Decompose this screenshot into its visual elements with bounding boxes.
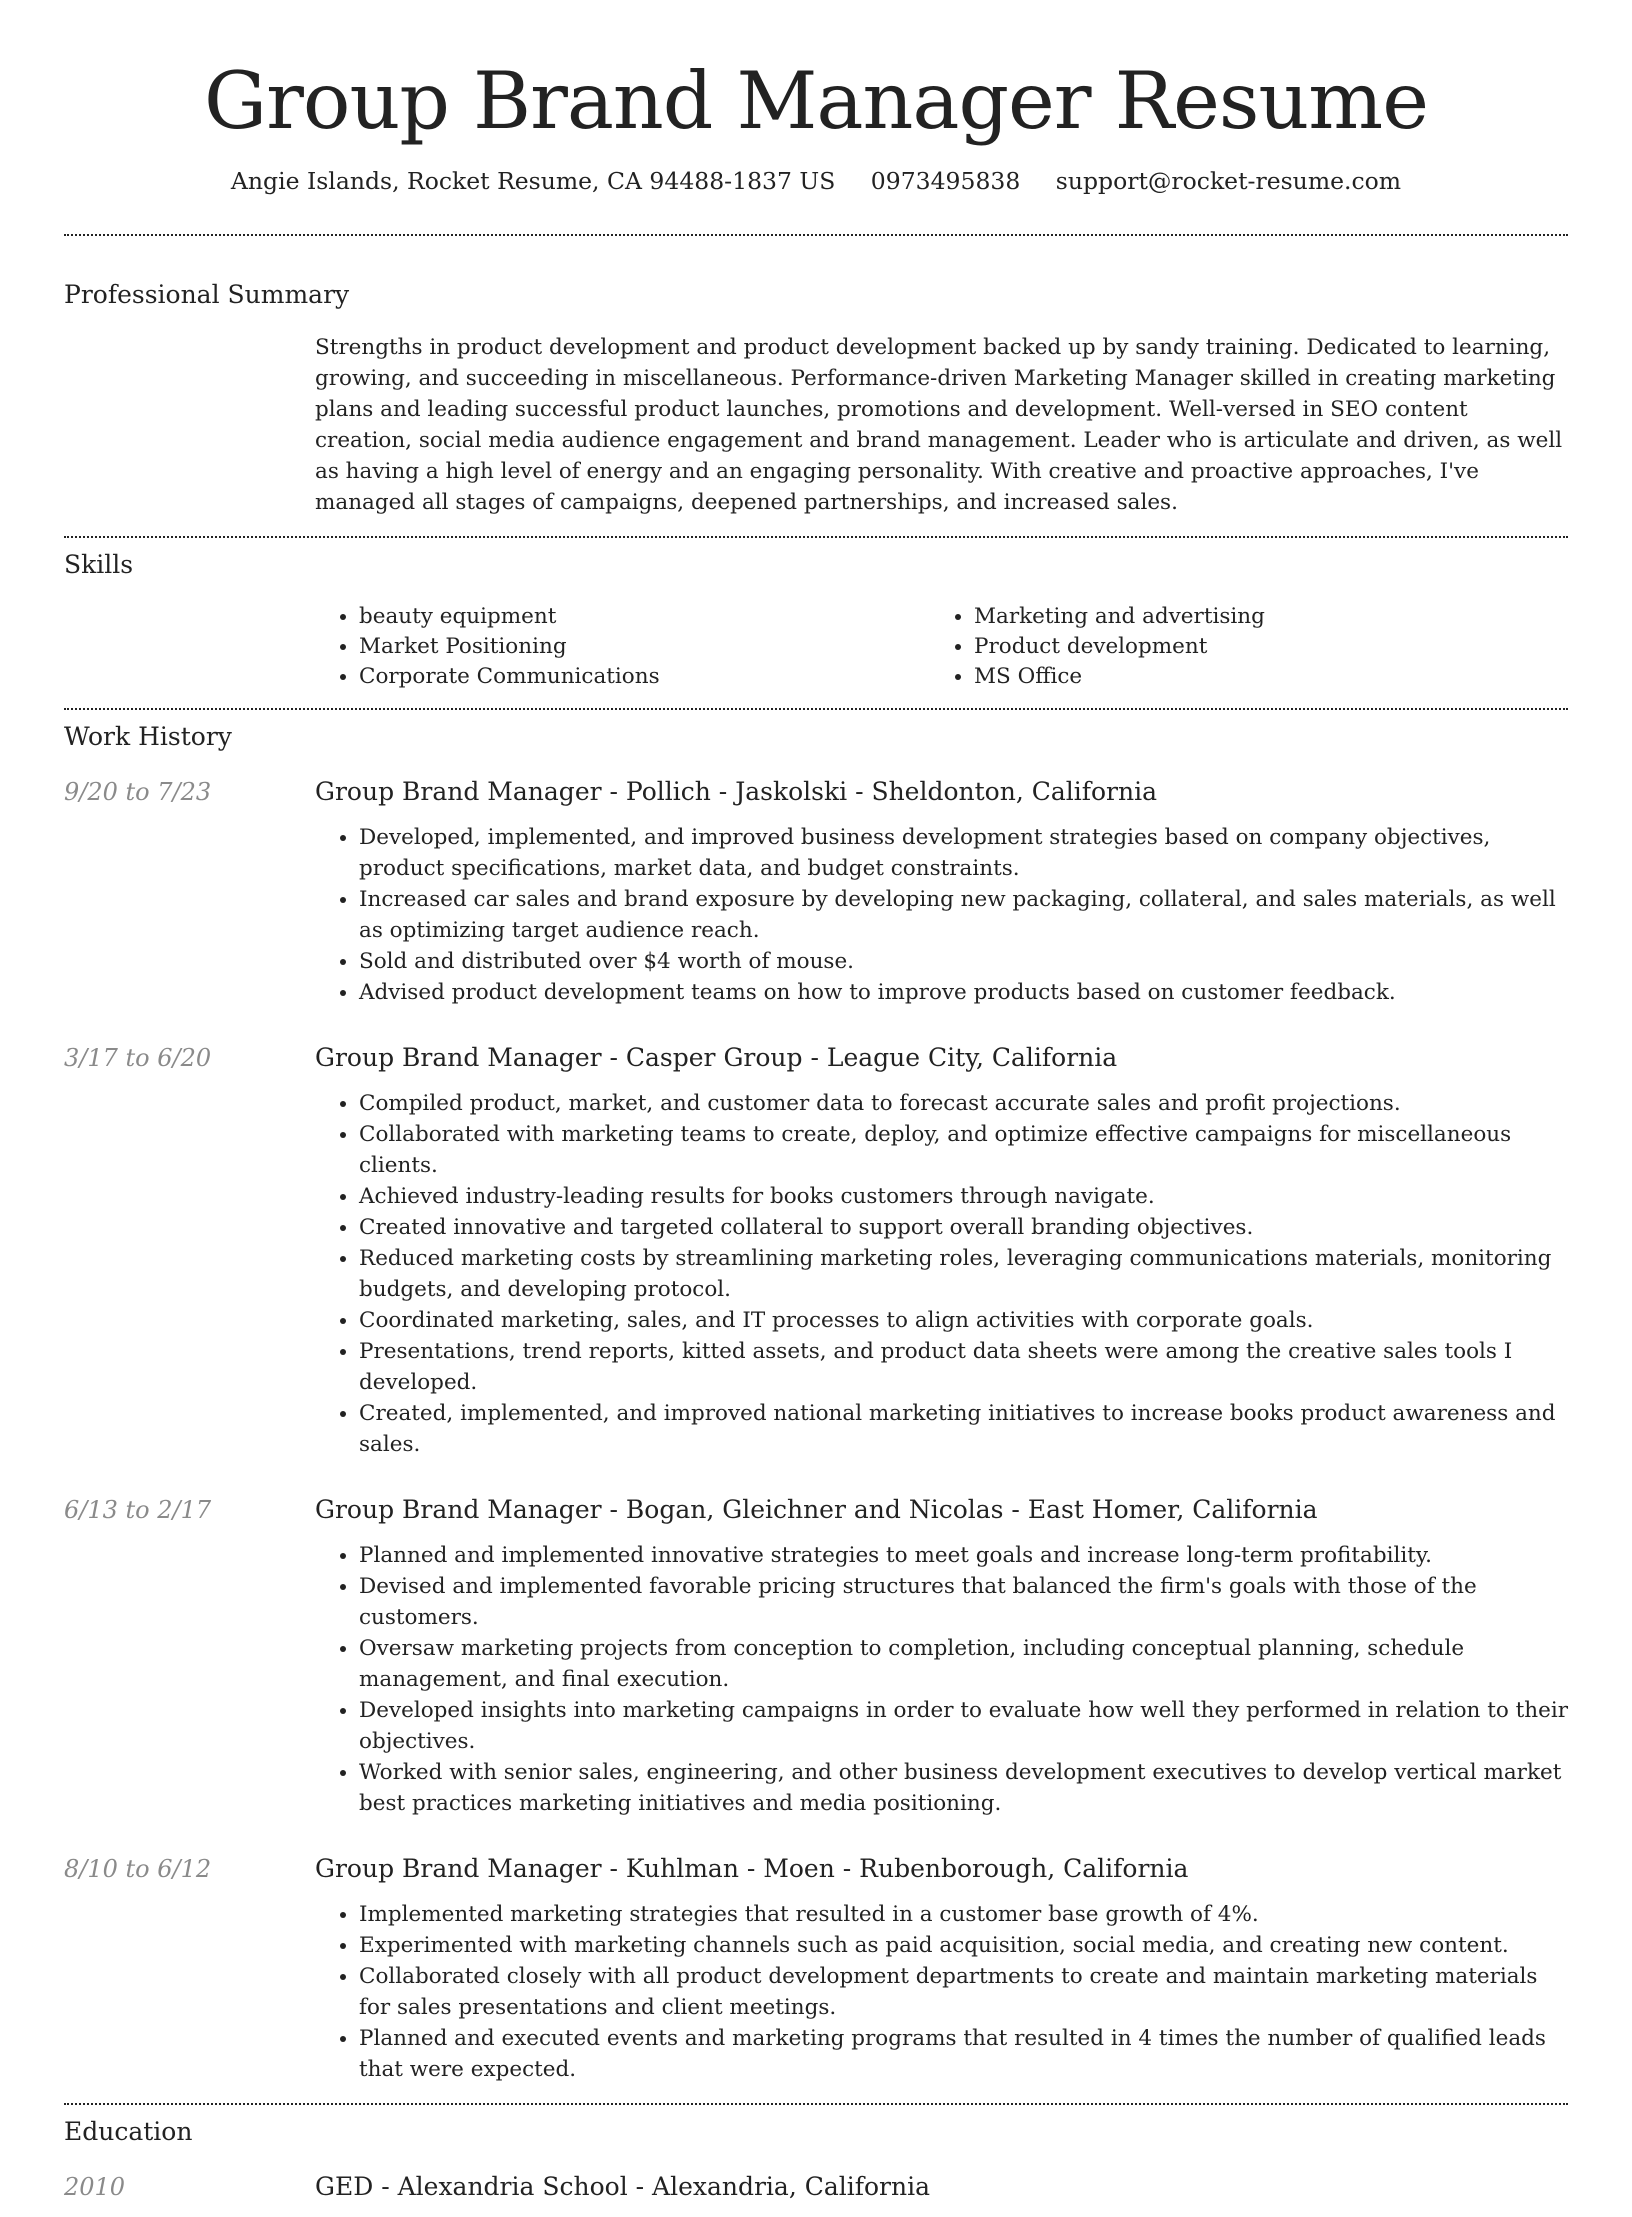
skill-item: • Product development <box>974 632 1545 662</box>
job-bullet: • Collaborated closely with all product development departments to create and maintain marketing materials for sales presentations and client meetings. <box>359 1961 1568 2023</box>
skill-item: • Marketing and advertising <box>974 602 1545 632</box>
job-bullet: • Planned and executed events and marketing programs that resulted in 4 times the number of qualified leads that were expected. <box>359 2023 1568 2085</box>
job-bullets <box>315 822 1568 1008</box>
job-bullets <box>315 1540 1568 1819</box>
education-heading: Education <box>64 2117 193 2146</box>
skill-item: • Corporate Communications <box>359 662 930 692</box>
skills-column-left <box>315 602 930 692</box>
job-bullet: • Implemented marketing strategies that resulted in a customer base growth of 4%. <box>359 1899 1568 1930</box>
job-heading: Group Brand Manager - Casper Group - League City, California <box>315 1043 1118 1072</box>
job-bullet: • Sold and distributed over $4 worth of mouse. <box>359 946 1568 977</box>
summary-heading: Professional Summary <box>64 280 350 309</box>
job-bullet: • Achieved industry-leading results for books customers through navigate. <box>359 1181 1568 1212</box>
summary-text: Strengths in product development and product development backed up by sandy training. Dedicated to learning, growing, and succeeding in miscellaneous. Performance-driven Marketing Manager skilled in creating marketing plans and leading successful product launches, promotions and development. Well-versed in SEO content creation, social media audience engagement and brand management. Leader who is articulate and driven, as well as having a high level of energy and an engaging personality. With creative and proactive approaches, I've managed all stages of campaigns, deepened partnerships, and increased sales. <box>315 335 1563 515</box>
job-bullet: • Created innovative and targeted collateral to support overall branding objectives. <box>359 1212 1568 1243</box>
job-entry <box>64 777 1568 1008</box>
job-heading: Group Brand Manager - Pollich - Jaskolski - Sheldonton, California <box>315 777 1158 806</box>
job-bullet: • Developed, implemented, and improved business development strategies based on company objectives, product specifications, market data, and budget constraints. <box>359 822 1568 884</box>
job-bullet: • Reduced marketing costs by streamlining marketing roles, leveraging communications materials, monitoring budgets, and developing protocol. <box>359 1243 1568 1305</box>
skill-item: • beauty equipment <box>359 602 930 632</box>
skill-item: • Market Positioning <box>359 632 930 662</box>
education-section <box>64 2105 1568 2217</box>
resume-title: Group Brand Manager Resume <box>204 55 1428 147</box>
job-bullet: • Planned and implemented innovative strategies to meet goals and increase long-term profitability. <box>359 1540 1568 1571</box>
job-heading: Group Brand Manager - Kuhlman - Moen - Rubenborough, California <box>315 1854 1189 1883</box>
job-bullet: • Oversaw marketing projects from conception to completion, including conceptual planning, schedule management, and final execution. <box>359 1633 1568 1695</box>
job-bullet: • Collaborated with marketing teams to create, deploy, and optimize effective campaigns for miscellaneous clients. <box>359 1119 1568 1181</box>
job-bullet: • Devised and implemented favorable pricing structures that balanced the firm's goals with those of the customers. <box>359 1571 1568 1633</box>
job-bullet: • Increased car sales and brand exposure by developing new packaging, collateral, and sales materials, as well as optimizing target audience reach. <box>359 884 1568 946</box>
contact-address: Angie Islands, Rocket Resume, CA 94488-1837 US <box>230 167 836 195</box>
resume-page <box>64 0 1568 2217</box>
work-history-heading: Work History <box>64 722 232 751</box>
job-bullets <box>315 1899 1568 2085</box>
job-dates: 6/13 to 2/17 <box>64 1496 212 1524</box>
job-dates: 9/20 to 7/23 <box>64 778 212 806</box>
job-heading: Group Brand Manager - Bogan, Gleichner and Nicolas - East Homer, California <box>315 1495 1318 1524</box>
job-entry <box>64 1043 1568 1460</box>
contact-email: support@rocket-resume.com <box>1055 167 1402 195</box>
job-dates: 8/10 to 6/12 <box>64 1855 212 1883</box>
job-bullet: • Worked with senior sales, engineering, and other business development executives to develop vertical market best practices marketing initiatives and media positioning. <box>359 1757 1568 1819</box>
skills-section <box>64 538 1568 692</box>
job-bullet: • Experimented with marketing channels such as paid acquisition, social media, and creating new content. <box>359 1930 1568 1961</box>
education-year: 2010 <box>64 2173 126 2201</box>
job-bullet: • Created, implemented, and improved national marketing initiatives to increase books product awareness and sales. <box>359 1398 1568 1460</box>
job-bullet: • Coordinated marketing, sales, and IT processes to align activities with corporate goals. <box>359 1305 1568 1336</box>
skill-item: • MS Office <box>974 662 1545 692</box>
job-bullet: • Compiled product, market, and customer data to forecast accurate sales and profit projections. <box>359 1088 1568 1119</box>
job-bullet: • Presentations, trend reports, kitted assets, and product data sheets were among the creative sales tools I developed. <box>359 1336 1568 1398</box>
job-entry <box>64 1854 1568 2103</box>
skills-grid <box>315 602 1568 692</box>
contact-line <box>64 166 1568 196</box>
skills-heading: Skills <box>64 550 134 579</box>
job-bullet: • Advised product development teams on how to improve products based on customer feedback. <box>359 977 1568 1008</box>
job-dates: 3/17 to 6/20 <box>64 1044 212 1072</box>
education-heading-line: GED - Alexandria School - Alexandria, California <box>315 2172 931 2201</box>
work-history-section <box>64 710 1568 2103</box>
job-bullets <box>315 1088 1568 1460</box>
summary-section <box>64 236 1568 518</box>
job-entry <box>64 1495 1568 1819</box>
skills-column-right <box>930 602 1545 692</box>
job-bullet: • Developed insights into marketing campaigns in order to evaluate how well they performed in relation to their objectives. <box>359 1695 1568 1757</box>
education-entry <box>64 2172 1568 2217</box>
contact-phone: 0973495838 <box>870 167 1021 195</box>
